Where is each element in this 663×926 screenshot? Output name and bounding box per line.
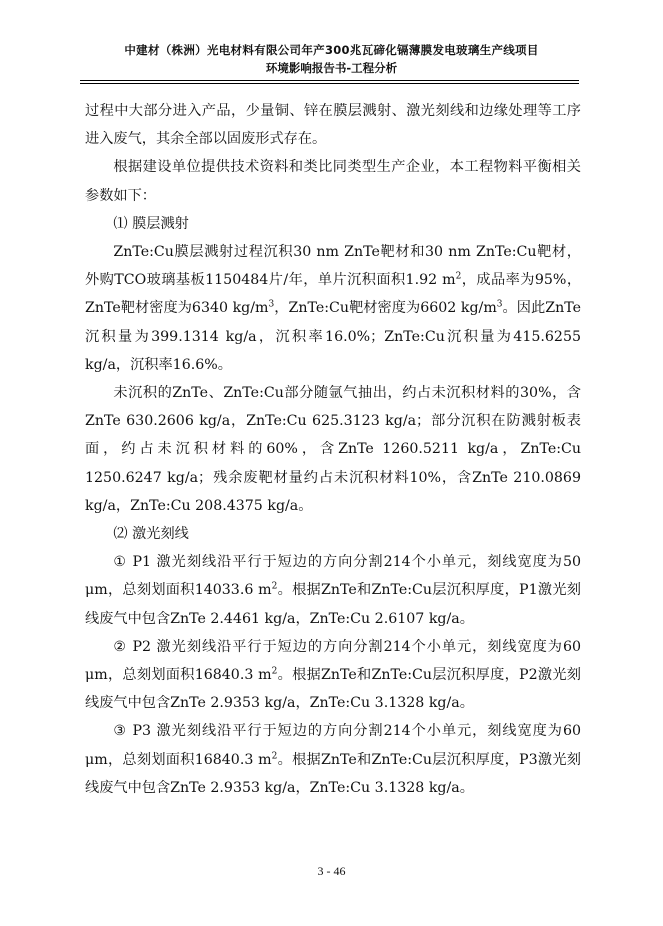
paragraph-p1-laser: ① P1 激光刻线沿平行于短边的方向分割214个小单元，刻线宽度为50 μm，总刻划面积14033.6 $m^2$。根据ZnTe和ZnTe:Cu层沉积厚度，P1激光刻线废气中包含ZnTe 2.4461 kg/a，ZnTe:Cu 2.6107 kg/a。 <box>85 554 581 627</box>
paragraph-undeposited: 未沉积的ZnTe、ZnTe:Cu部分随氩气抽出，约占未沉积材料的30%，含ZnTe 630.2606 kg/a，ZnTe:Cu 625.3123 kg/a；部分沉积在防溅射板表面，约占未沉积材料的60%，含ZnTe 1260.5211 kg/a，ZnTe:Cu 1250.6247 kg/a；残余废靶材量约占未沉积材料10%，含ZnTe 210.0869 kg/a，ZnTe:Cu 208.4375 kg/a。 <box>85 385 581 514</box>
paragraph: 过程中大部分进入产品，少量铜、锌在膜层溅射、激光刻线和边缘处理等工序进入废气，其余全部以固废形式存在。 <box>85 103 581 148</box>
page-number: 3 - 46 <box>317 864 346 878</box>
paragraph: 根据建设单位提供技术资料和类比同类型生产企业，本工程物料平衡相关参数如下： <box>85 159 581 204</box>
section-heading-sputtering: ⑴ 膜层溅射 <box>113 215 189 232</box>
paragraph-p2-laser: ② P2 激光刻线沿平行于短边的方向分割214个小单元，刻线宽度为60 μm，总刻划面积16840.3 $m^2$。根据ZnTe和ZnTe:Cu层沉积厚度，P2激光刻线废气中包含ZnTe 2.9353 kg/a，ZnTe:Cu 3.1328 kg/a。 <box>85 638 581 712</box>
section-heading-laser: ⑵ 激光刻线 <box>113 526 189 543</box>
header-rule-thin <box>80 83 579 84</box>
header-title: 中建材（株洲）光电材料有限公司年产300兆瓦碲化镉薄膜发电玻璃生产线项目 <box>124 43 539 57</box>
paragraph-p3-laser: ③ P3 激光刻线沿平行于短边的方向分割214个小单元，刻线宽度为60 μm，总刻划面积16840.3 $m^2$。根据ZnTe和ZnTe:Cu层沉积厚度，P3激光刻线废气中包含ZnTe 2.9353 kg/a，ZnTe:Cu 3.1328 kg/a。 <box>85 723 581 796</box>
page-header <box>0 43 663 76</box>
header-rule-thick <box>80 80 579 81</box>
paragraph-sputtering: ZnTe:Cu膜层溅射过程沉积30 nm ZnTe靶材和30 nm ZnTe:Cu靶材，外购TCO玻璃基板1150484片/年，单片沉积面积1.92 $m^2$，成品率为95%，ZnTe靶材密度为6340 $kg/m^3$，ZnTe:Cu靶材密度为6602 $kg/m^3$。因此ZnTe沉积量为399.1314 kg/a，沉积率16.0%；ZnTe:Cu沉积量为415.6255 kg/a，沉积率16.6%。 <box>85 244 582 373</box>
document-body <box>85 97 581 802</box>
header-subtitle: 环境影响报告书-工程分析 <box>265 61 398 75</box>
